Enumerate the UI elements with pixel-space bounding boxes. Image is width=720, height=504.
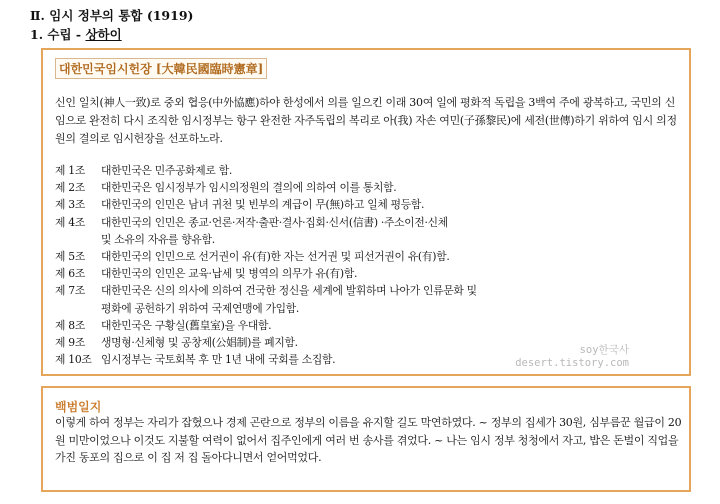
article-row: [55, 317, 685, 334]
charter-articles: [55, 162, 685, 368]
article-number: 제 3조: [55, 198, 85, 212]
watermark-line2: desert.tistory.com: [515, 357, 629, 369]
subsection-place: 상하이: [85, 27, 122, 42]
article-row: [55, 300, 685, 317]
subsection-title: [30, 25, 122, 43]
article-text: 대한민국의 인민으로 선거권이 유(有)한 자는 선거권 및 피선거권이 유(有)함.: [101, 250, 450, 264]
article-text: 대한민국은 민주공화제로 함.: [101, 164, 232, 177]
diary-title: 백범일지: [55, 400, 102, 414]
article-text: 대한민국의 인민은 종교·언론·저작·출판·결사·집회·신서(信書) ·주소이전·신체: [101, 215, 448, 229]
article-number: 제 8조: [55, 318, 85, 332]
article-row: [55, 265, 685, 282]
diary-text: 이렇게 하여 정부는 자리가 잡혔으나 경제 곤란으로 정부의 이름을 유지할 길도 막연하였다. ~ 정부의 집세가 30원, 심부름꾼 월급이 20원 미만이었으나 이것도 지불할 여력이 없어서 집주인에게 여러 번 송사를 겪었다. ~ 나는 임시 정부 청청에서 자고, 밥은 돈벌이 직업을 가진 동포의 집으로 이 집 저 집 돌아다니면서 얻어먹었다.: [55, 416, 682, 464]
article-row: [55, 162, 685, 179]
diary-box: [41, 386, 691, 492]
article-number: 제 1조: [55, 164, 85, 177]
subsection-prefix: 1. 수립 -: [30, 27, 86, 42]
watermark-line1: soy한국사: [579, 344, 629, 356]
article-number: 제 6조: [55, 267, 85, 281]
article-text: 대한민국은 임시정부가 임시의정원의 결의에 의하여 이를 통치함.: [101, 181, 397, 195]
article-text: 임시정부는 국토회복 후 만 1년 내에 국회를 소집함.: [101, 353, 336, 367]
article-number: 제 9조: [55, 336, 85, 350]
article-number: 제 7조: [55, 284, 85, 298]
article-row: [55, 231, 685, 248]
article-text: 대한민국은 신의 의사에 의하여 건국한 정신을 세계에 발휘하며 나아가 인류문화 및: [101, 284, 477, 298]
article-row: [55, 282, 685, 299]
article-text: 대한민국의 인민은 남녀 귀천 및 빈부의 계급이 무(無)하고 일체 평등함.: [101, 198, 425, 212]
article-number: 제 10조: [55, 353, 92, 367]
article-number: 제 2조: [55, 181, 85, 195]
article-text: 대한민국의 인민은 교육·납세 및 병역의 의무가 유(有)함.: [101, 267, 358, 281]
article-number: 제 4조: [55, 215, 85, 229]
article-row: [55, 179, 685, 196]
article-text: 대한민국은 구황실(舊皇室)을 우대함.: [101, 318, 272, 332]
article-row: [55, 196, 685, 213]
charter-box: [41, 48, 691, 376]
section-title: Ⅱ. 임시 정부의 통합 (1919): [30, 8, 194, 23]
article-row: [55, 248, 685, 265]
article-row: [55, 214, 685, 231]
article-text: 생명형·신체형 및 공창제(公娼制)를 폐지함.: [101, 336, 298, 350]
article-text: 평화에 공헌하기 위하여 국제연맹에 가입함.: [101, 301, 299, 315]
watermark: [515, 344, 629, 370]
article-text: 및 소유의 자유를 향유함.: [101, 232, 215, 246]
article-number: 제 5조: [55, 250, 85, 264]
charter-title: 대한민국임시헌장 [大韓民國臨時憲章]: [55, 58, 267, 79]
charter-intro: 신인 일치(神人一致)로 중외 협응(中外協應)하야 한성에서 의를 일으킨 이래 30여 일에 평화적 독립을 3백여 주에 광복하고, 국민의 신임으로 완전히 다시 조직한 임시정부는 항구 완전한 자주독립의 복리로 아(我) 자손 여민(子孫黎民)에 세전(世傳)하기 위하여 임시 의정원의 결의로 임시헌장을 선포하노라.: [55, 96, 677, 145]
